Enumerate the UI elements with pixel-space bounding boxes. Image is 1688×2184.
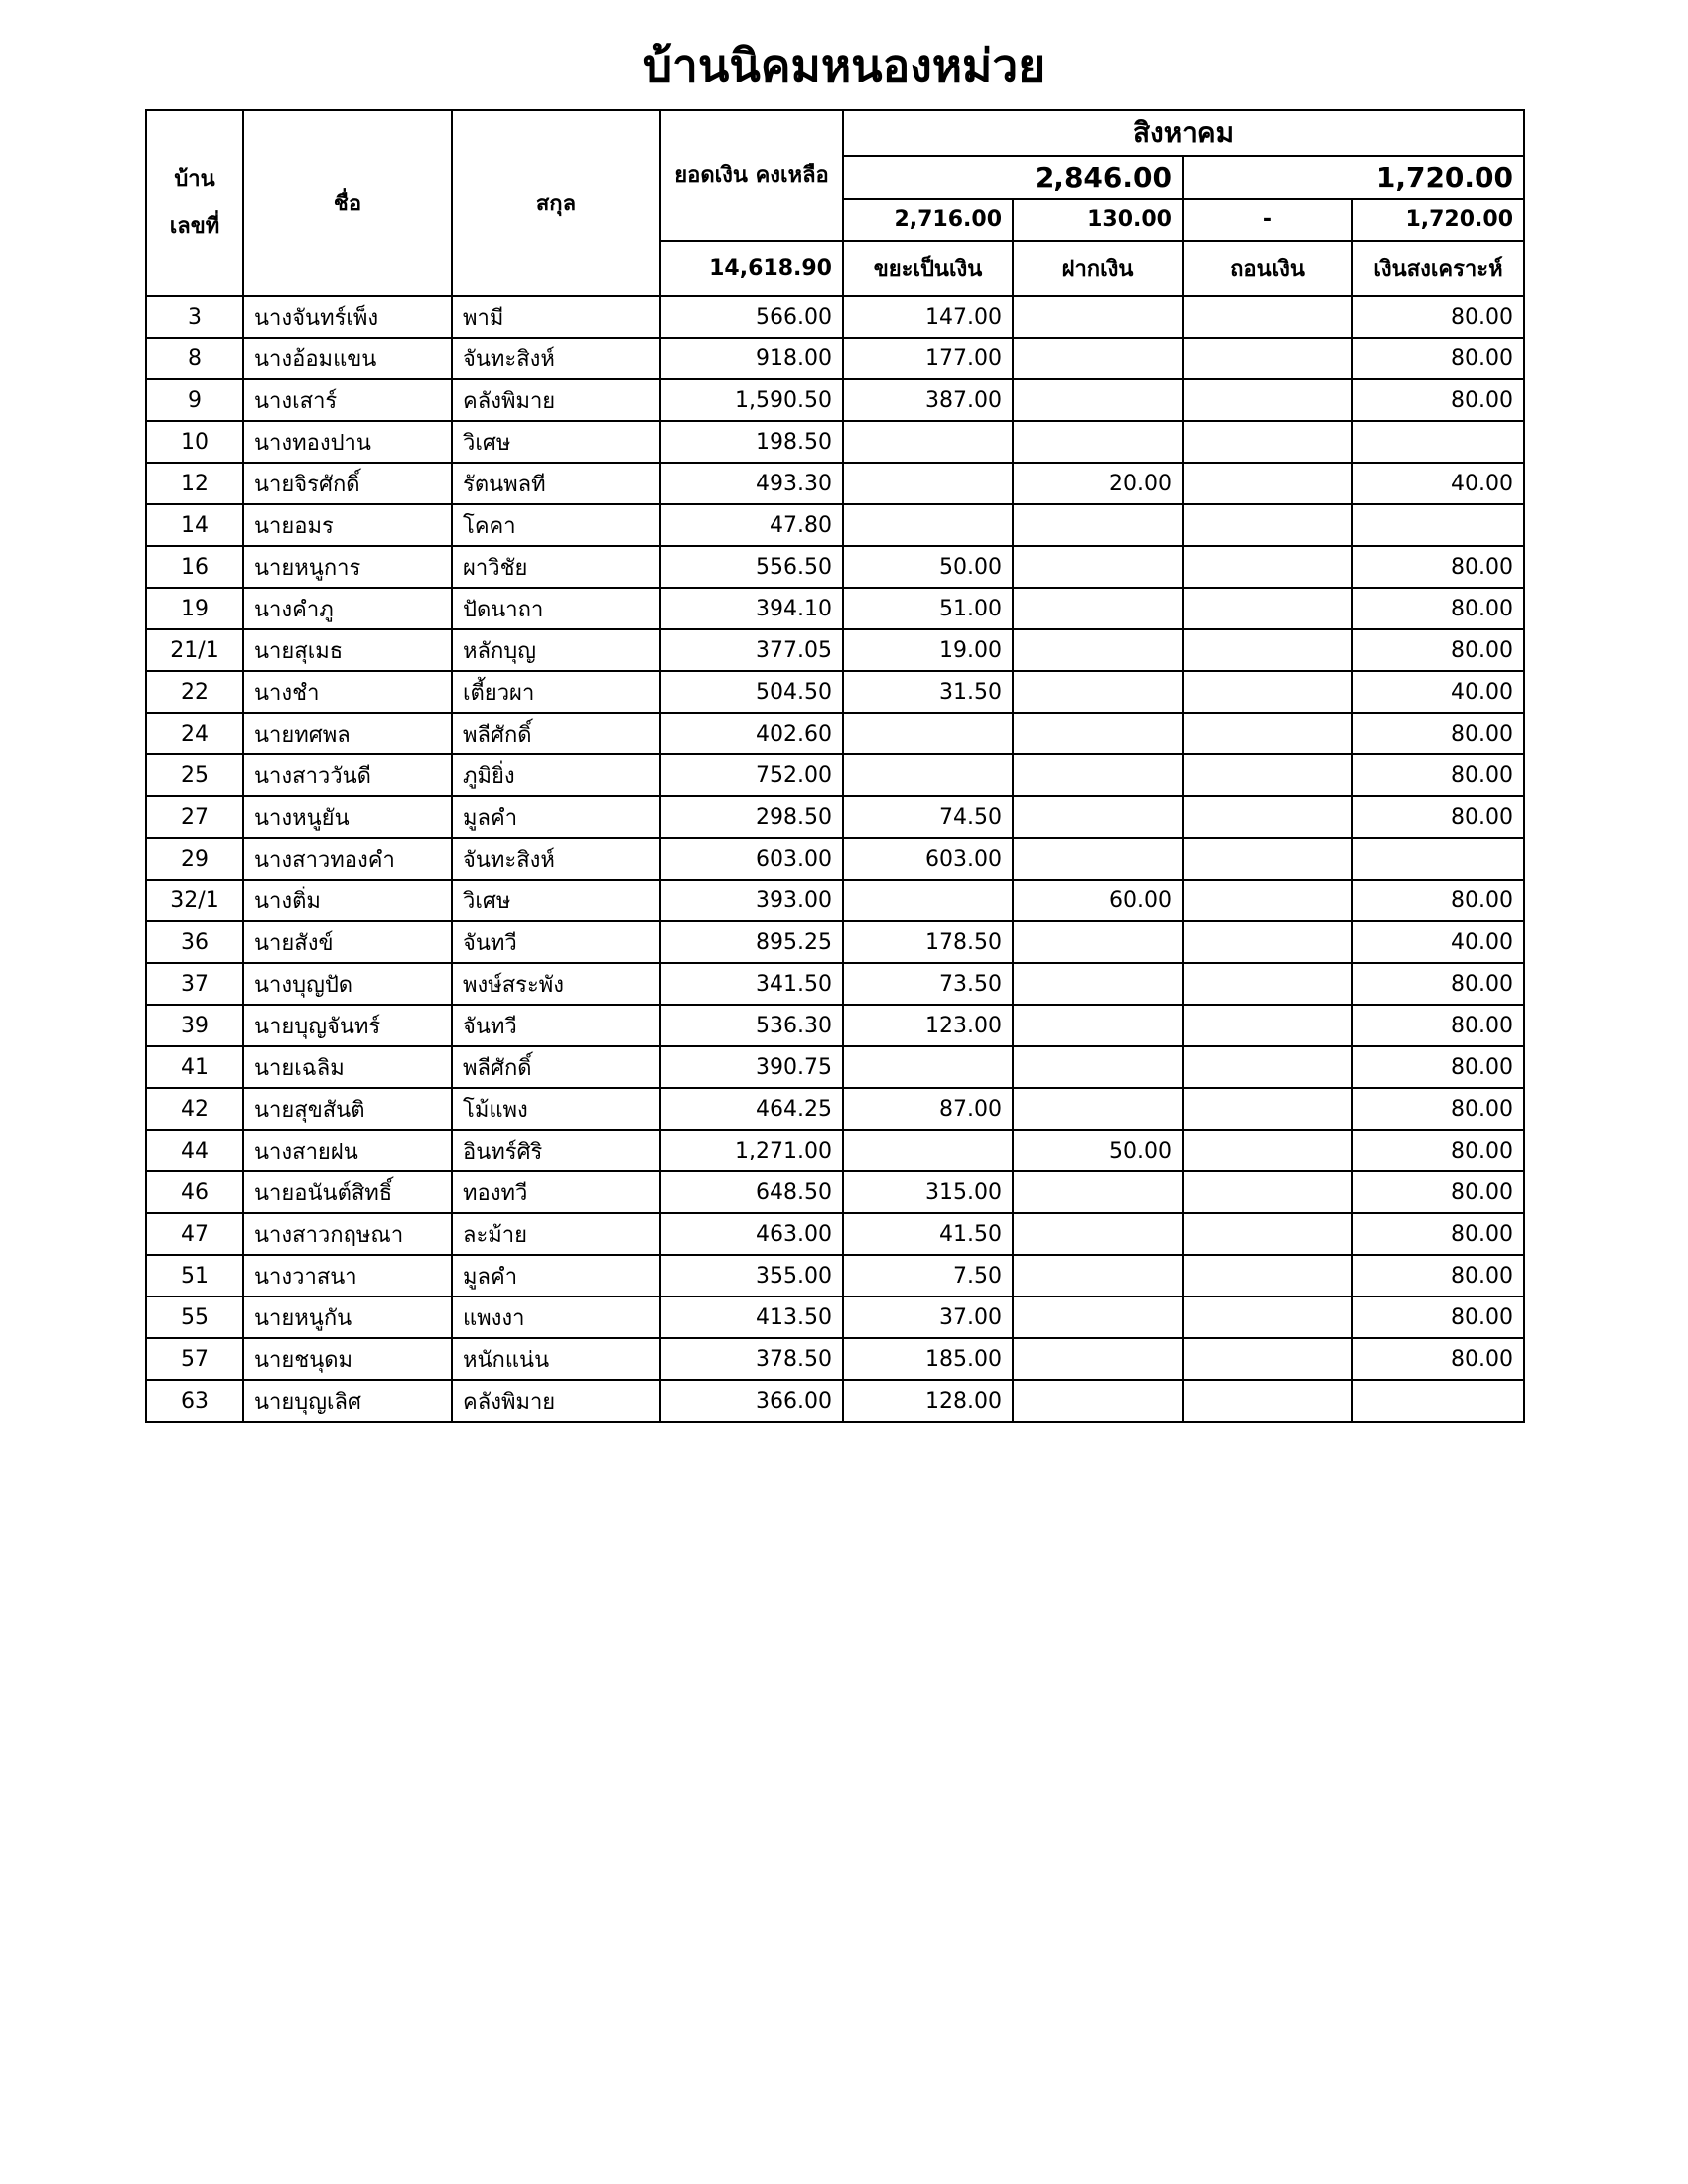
cell-last-name: จันทวี bbox=[452, 921, 660, 963]
subtotal-withdraw: - bbox=[1183, 199, 1352, 241]
cell-balance: 355.00 bbox=[660, 1255, 843, 1297]
cell-waste: 178.50 bbox=[843, 921, 1013, 963]
cell-welfare: 80.00 bbox=[1352, 963, 1524, 1005]
cell-welfare: 80.00 bbox=[1352, 296, 1524, 338]
cell-withdraw bbox=[1183, 421, 1352, 463]
cell-first-name: นายสุเมธ bbox=[243, 629, 452, 671]
table-body bbox=[146, 296, 1524, 1422]
cell-last-name: ผาวิชัย bbox=[452, 546, 660, 588]
cell-balance: 493.30 bbox=[660, 463, 843, 504]
cell-first-name: นางเสาร์ bbox=[243, 379, 452, 421]
cell-balance: 536.30 bbox=[660, 1005, 843, 1046]
cell-withdraw bbox=[1183, 629, 1352, 671]
cell-last-name: จันทวี bbox=[452, 1005, 660, 1046]
cell-first-name: นางบุญปัด bbox=[243, 963, 452, 1005]
table-row bbox=[146, 1171, 1524, 1213]
table-row bbox=[146, 588, 1524, 629]
cell-house-no: 24 bbox=[146, 713, 243, 754]
cell-welfare bbox=[1352, 838, 1524, 880]
cell-first-name: นายสังข์ bbox=[243, 921, 452, 963]
cell-house-no: 37 bbox=[146, 963, 243, 1005]
cell-first-name: นายหนูการ bbox=[243, 546, 452, 588]
cell-welfare: 80.00 bbox=[1352, 379, 1524, 421]
cell-waste: 128.00 bbox=[843, 1380, 1013, 1422]
table-row bbox=[146, 338, 1524, 379]
cell-balance: 341.50 bbox=[660, 963, 843, 1005]
cell-waste: 31.50 bbox=[843, 671, 1013, 713]
cell-house-no: 21/1 bbox=[146, 629, 243, 671]
table-row bbox=[146, 671, 1524, 713]
cell-deposit bbox=[1013, 1005, 1183, 1046]
cell-balance: 1,271.00 bbox=[660, 1130, 843, 1171]
cell-last-name: รัตนพลที bbox=[452, 463, 660, 504]
table-row bbox=[146, 1213, 1524, 1255]
cell-welfare: 80.00 bbox=[1352, 1255, 1524, 1297]
cell-last-name: แพงงา bbox=[452, 1297, 660, 1338]
cell-last-name: โคคา bbox=[452, 504, 660, 546]
cell-deposit bbox=[1013, 379, 1183, 421]
cell-waste bbox=[843, 880, 1013, 921]
cell-waste: 19.00 bbox=[843, 629, 1013, 671]
cell-deposit bbox=[1013, 296, 1183, 338]
cell-balance: 603.00 bbox=[660, 838, 843, 880]
cell-deposit bbox=[1013, 338, 1183, 379]
cell-first-name: นางคำภู bbox=[243, 588, 452, 629]
col-label-withdraw: ถอนเงิน bbox=[1183, 241, 1352, 296]
cell-balance: 752.00 bbox=[660, 754, 843, 796]
cell-house-no: 51 bbox=[146, 1255, 243, 1297]
subtotal-waste: 2,716.00 bbox=[843, 199, 1013, 241]
cell-waste: 185.00 bbox=[843, 1338, 1013, 1380]
cell-waste: 37.00 bbox=[843, 1297, 1013, 1338]
cell-waste: 315.00 bbox=[843, 1171, 1013, 1213]
cell-house-no: 44 bbox=[146, 1130, 243, 1171]
subtotal-welfare: 1,720.00 bbox=[1352, 199, 1524, 241]
cell-welfare: 80.00 bbox=[1352, 588, 1524, 629]
cell-last-name: คลังพิมาย bbox=[452, 379, 660, 421]
cell-last-name: ภูมิยิ่ง bbox=[452, 754, 660, 796]
cell-balance: 463.00 bbox=[660, 1213, 843, 1255]
cell-balance: 377.05 bbox=[660, 629, 843, 671]
header-balance: ยอดเงิน คงเหลือ bbox=[660, 110, 843, 241]
cell-first-name: นายชนุดม bbox=[243, 1338, 452, 1380]
cell-waste bbox=[843, 1046, 1013, 1088]
table-row bbox=[146, 1130, 1524, 1171]
cell-withdraw bbox=[1183, 1380, 1352, 1422]
table-row bbox=[146, 796, 1524, 838]
cell-waste: 51.00 bbox=[843, 588, 1013, 629]
cell-deposit bbox=[1013, 754, 1183, 796]
cell-balance: 198.50 bbox=[660, 421, 843, 463]
cell-waste bbox=[843, 421, 1013, 463]
cell-deposit bbox=[1013, 796, 1183, 838]
table-header bbox=[146, 110, 1524, 296]
cell-balance: 298.50 bbox=[660, 796, 843, 838]
header-month: สิงหาคม bbox=[843, 110, 1524, 156]
cell-first-name: นายจิรศักดิ์ bbox=[243, 463, 452, 504]
cell-welfare: 40.00 bbox=[1352, 671, 1524, 713]
cell-welfare: 80.00 bbox=[1352, 1046, 1524, 1088]
cell-welfare: 80.00 bbox=[1352, 713, 1524, 754]
cell-last-name: ละม้าย bbox=[452, 1213, 660, 1255]
page-title: บ้านนิคมหนองหม่วย bbox=[642, 39, 1046, 92]
cell-deposit bbox=[1013, 1338, 1183, 1380]
cell-withdraw bbox=[1183, 671, 1352, 713]
cell-welfare: 80.00 bbox=[1352, 1130, 1524, 1171]
cell-balance: 648.50 bbox=[660, 1171, 843, 1213]
cell-balance: 393.00 bbox=[660, 880, 843, 921]
cell-last-name: โม้แพง bbox=[452, 1088, 660, 1130]
cell-deposit: 20.00 bbox=[1013, 463, 1183, 504]
cell-first-name: นางติ่ม bbox=[243, 880, 452, 921]
cell-balance: 47.80 bbox=[660, 504, 843, 546]
cell-welfare: 80.00 bbox=[1352, 1213, 1524, 1255]
table-row bbox=[146, 379, 1524, 421]
cell-house-no: 22 bbox=[146, 671, 243, 713]
cell-last-name: วิเศษ bbox=[452, 880, 660, 921]
cell-welfare: 40.00 bbox=[1352, 921, 1524, 963]
cell-deposit bbox=[1013, 1255, 1183, 1297]
cell-waste: 74.50 bbox=[843, 796, 1013, 838]
cell-deposit bbox=[1013, 838, 1183, 880]
cell-welfare: 80.00 bbox=[1352, 754, 1524, 796]
cell-balance: 366.00 bbox=[660, 1380, 843, 1422]
cell-welfare: 80.00 bbox=[1352, 1005, 1524, 1046]
cell-last-name: พลีศักดิ์ bbox=[452, 713, 660, 754]
cell-deposit: 60.00 bbox=[1013, 880, 1183, 921]
cell-withdraw bbox=[1183, 1046, 1352, 1088]
cell-withdraw bbox=[1183, 296, 1352, 338]
cell-deposit bbox=[1013, 546, 1183, 588]
table-row bbox=[146, 838, 1524, 880]
cell-last-name: วิเศษ bbox=[452, 421, 660, 463]
col-label-waste: ขยะเป็นเงิน bbox=[843, 241, 1013, 296]
cell-withdraw bbox=[1183, 1338, 1352, 1380]
header-last-name: สกุล bbox=[452, 110, 660, 296]
cell-deposit bbox=[1013, 588, 1183, 629]
table-row bbox=[146, 1297, 1524, 1338]
cell-first-name: นายบุญจันทร์ bbox=[243, 1005, 452, 1046]
cell-house-no: 39 bbox=[146, 1005, 243, 1046]
cell-first-name: นางวาสนา bbox=[243, 1255, 452, 1297]
cell-last-name: อินทร์ศิริ bbox=[452, 1130, 660, 1171]
cell-balance: 1,590.50 bbox=[660, 379, 843, 421]
cell-house-no: 41 bbox=[146, 1046, 243, 1088]
col-label-deposit: ฝากเงิน bbox=[1013, 241, 1183, 296]
group-total-2: 1,720.00 bbox=[1183, 156, 1524, 199]
cell-deposit bbox=[1013, 671, 1183, 713]
ledger-table bbox=[145, 109, 1525, 1423]
table-row bbox=[146, 1338, 1524, 1380]
cell-deposit bbox=[1013, 629, 1183, 671]
cell-welfare: 80.00 bbox=[1352, 546, 1524, 588]
cell-deposit bbox=[1013, 1046, 1183, 1088]
cell-house-no: 27 bbox=[146, 796, 243, 838]
cell-house-no: 46 bbox=[146, 1171, 243, 1213]
cell-house-no: 14 bbox=[146, 504, 243, 546]
cell-last-name: หลักบุญ bbox=[452, 629, 660, 671]
cell-house-no: 3 bbox=[146, 296, 243, 338]
cell-withdraw bbox=[1183, 921, 1352, 963]
table-row bbox=[146, 546, 1524, 588]
table-row bbox=[146, 629, 1524, 671]
table-row bbox=[146, 921, 1524, 963]
table-row bbox=[146, 1255, 1524, 1297]
table-row bbox=[146, 713, 1524, 754]
table-row bbox=[146, 421, 1524, 463]
cell-deposit bbox=[1013, 1380, 1183, 1422]
cell-house-no: 29 bbox=[146, 838, 243, 880]
cell-balance: 464.25 bbox=[660, 1088, 843, 1130]
table-row bbox=[146, 1088, 1524, 1130]
cell-house-no: 63 bbox=[146, 1380, 243, 1422]
cell-welfare bbox=[1352, 1380, 1524, 1422]
cell-last-name: จันทะสิงห์ bbox=[452, 338, 660, 379]
cell-deposit bbox=[1013, 1088, 1183, 1130]
cell-balance: 556.50 bbox=[660, 546, 843, 588]
cell-last-name: พามี bbox=[452, 296, 660, 338]
cell-withdraw bbox=[1183, 546, 1352, 588]
cell-waste: 73.50 bbox=[843, 963, 1013, 1005]
cell-withdraw bbox=[1183, 1297, 1352, 1338]
cell-last-name: จันทะสิงห์ bbox=[452, 838, 660, 880]
cell-withdraw bbox=[1183, 796, 1352, 838]
cell-waste: 87.00 bbox=[843, 1088, 1013, 1130]
subtotal-deposit: 130.00 bbox=[1013, 199, 1183, 241]
cell-withdraw bbox=[1183, 754, 1352, 796]
table-row bbox=[146, 880, 1524, 921]
cell-last-name: มูลคำ bbox=[452, 1255, 660, 1297]
cell-house-no: 25 bbox=[146, 754, 243, 796]
cell-waste bbox=[843, 504, 1013, 546]
cell-house-no: 8 bbox=[146, 338, 243, 379]
cell-first-name: นายเฉลิม bbox=[243, 1046, 452, 1088]
cell-first-name: นางอ้อมแขน bbox=[243, 338, 452, 379]
cell-withdraw bbox=[1183, 713, 1352, 754]
cell-last-name: ปัดนาถา bbox=[452, 588, 660, 629]
cell-house-no: 12 bbox=[146, 463, 243, 504]
cell-first-name: นายทศพล bbox=[243, 713, 452, 754]
cell-withdraw bbox=[1183, 838, 1352, 880]
cell-balance: 390.75 bbox=[660, 1046, 843, 1088]
cell-welfare: 80.00 bbox=[1352, 1297, 1524, 1338]
cell-first-name: นายบุญเลิศ bbox=[243, 1380, 452, 1422]
cell-withdraw bbox=[1183, 1213, 1352, 1255]
cell-last-name: พงษ์สระพัง bbox=[452, 963, 660, 1005]
cell-house-no: 55 bbox=[146, 1297, 243, 1338]
cell-welfare: 80.00 bbox=[1352, 1171, 1524, 1213]
cell-withdraw bbox=[1183, 1088, 1352, 1130]
cell-waste: 387.00 bbox=[843, 379, 1013, 421]
cell-last-name: หนักแน่น bbox=[452, 1338, 660, 1380]
cell-house-no: 9 bbox=[146, 379, 243, 421]
cell-waste: 7.50 bbox=[843, 1255, 1013, 1297]
cell-deposit bbox=[1013, 504, 1183, 546]
cell-house-no: 36 bbox=[146, 921, 243, 963]
cell-first-name: นายอมร bbox=[243, 504, 452, 546]
cell-last-name: ทองทวี bbox=[452, 1171, 660, 1213]
cell-waste: 50.00 bbox=[843, 546, 1013, 588]
cell-withdraw bbox=[1183, 1255, 1352, 1297]
cell-balance: 918.00 bbox=[660, 338, 843, 379]
cell-balance: 394.10 bbox=[660, 588, 843, 629]
cell-house-no: 19 bbox=[146, 588, 243, 629]
cell-withdraw bbox=[1183, 379, 1352, 421]
cell-withdraw bbox=[1183, 1171, 1352, 1213]
cell-balance: 413.50 bbox=[660, 1297, 843, 1338]
cell-welfare: 80.00 bbox=[1352, 880, 1524, 921]
cell-waste: 41.50 bbox=[843, 1213, 1013, 1255]
cell-waste bbox=[843, 1130, 1013, 1171]
cell-balance: 895.25 bbox=[660, 921, 843, 963]
cell-waste: 603.00 bbox=[843, 838, 1013, 880]
cell-balance: 504.50 bbox=[660, 671, 843, 713]
table-row bbox=[146, 1005, 1524, 1046]
cell-deposit bbox=[1013, 421, 1183, 463]
cell-welfare: 80.00 bbox=[1352, 1338, 1524, 1380]
cell-house-no: 32/1 bbox=[146, 880, 243, 921]
cell-house-no: 16 bbox=[146, 546, 243, 588]
table-row bbox=[146, 963, 1524, 1005]
cell-house-no: 47 bbox=[146, 1213, 243, 1255]
table-row bbox=[146, 504, 1524, 546]
cell-withdraw bbox=[1183, 1130, 1352, 1171]
cell-first-name: นางชำ bbox=[243, 671, 452, 713]
cell-first-name: นายสุขสันติ bbox=[243, 1088, 452, 1130]
cell-first-name: นางทองปาน bbox=[243, 421, 452, 463]
cell-last-name: เตี้ยวผา bbox=[452, 671, 660, 713]
cell-last-name: คลังพิมาย bbox=[452, 1380, 660, 1422]
table-row bbox=[146, 296, 1524, 338]
cell-withdraw bbox=[1183, 880, 1352, 921]
cell-withdraw bbox=[1183, 504, 1352, 546]
cell-balance: 402.60 bbox=[660, 713, 843, 754]
table-row bbox=[146, 754, 1524, 796]
cell-first-name: นางสาววันดี bbox=[243, 754, 452, 796]
cell-waste: 177.00 bbox=[843, 338, 1013, 379]
cell-welfare bbox=[1352, 421, 1524, 463]
group-total-1: 2,846.00 bbox=[843, 156, 1183, 199]
cell-first-name: นางสาวทองคำ bbox=[243, 838, 452, 880]
cell-deposit bbox=[1013, 1297, 1183, 1338]
cell-withdraw bbox=[1183, 1005, 1352, 1046]
cell-waste bbox=[843, 754, 1013, 796]
cell-deposit bbox=[1013, 921, 1183, 963]
table-row bbox=[146, 1380, 1524, 1422]
balance-total: 14,618.90 bbox=[660, 241, 843, 296]
cell-welfare: 80.00 bbox=[1352, 338, 1524, 379]
cell-house-no: 57 bbox=[146, 1338, 243, 1380]
header-first-name: ชื่อ bbox=[243, 110, 452, 296]
cell-welfare bbox=[1352, 504, 1524, 546]
cell-balance: 566.00 bbox=[660, 296, 843, 338]
cell-welfare: 80.00 bbox=[1352, 796, 1524, 838]
cell-first-name: นางสาวกฤษณา bbox=[243, 1213, 452, 1255]
cell-withdraw bbox=[1183, 338, 1352, 379]
cell-last-name: มูลคำ bbox=[452, 796, 660, 838]
cell-waste: 147.00 bbox=[843, 296, 1013, 338]
cell-withdraw bbox=[1183, 963, 1352, 1005]
cell-deposit: 50.00 bbox=[1013, 1130, 1183, 1171]
cell-withdraw bbox=[1183, 588, 1352, 629]
cell-welfare: 40.00 bbox=[1352, 463, 1524, 504]
table-row bbox=[146, 463, 1524, 504]
cell-first-name: นางหนูยัน bbox=[243, 796, 452, 838]
cell-house-no: 42 bbox=[146, 1088, 243, 1130]
cell-balance: 378.50 bbox=[660, 1338, 843, 1380]
cell-waste: 123.00 bbox=[843, 1005, 1013, 1046]
cell-first-name: นายหนูกัน bbox=[243, 1297, 452, 1338]
col-label-welfare: เงินสงเคราะห์ bbox=[1352, 241, 1524, 296]
cell-deposit bbox=[1013, 963, 1183, 1005]
header-house-no: บ้าน เลขที่ bbox=[146, 110, 243, 296]
cell-deposit bbox=[1013, 713, 1183, 754]
cell-first-name: นายอนันต์สิทธิ์ bbox=[243, 1171, 452, 1213]
cell-waste bbox=[843, 713, 1013, 754]
cell-withdraw bbox=[1183, 463, 1352, 504]
cell-deposit bbox=[1013, 1171, 1183, 1213]
cell-last-name: พลีศักดิ์ bbox=[452, 1046, 660, 1088]
cell-house-no: 10 bbox=[146, 421, 243, 463]
table-row bbox=[146, 1046, 1524, 1088]
cell-waste bbox=[843, 463, 1013, 504]
cell-first-name: นางสายฝน bbox=[243, 1130, 452, 1171]
cell-first-name: นางจันทร์เพ็ง bbox=[243, 296, 452, 338]
cell-welfare: 80.00 bbox=[1352, 629, 1524, 671]
cell-deposit bbox=[1013, 1213, 1183, 1255]
cell-welfare: 80.00 bbox=[1352, 1088, 1524, 1130]
